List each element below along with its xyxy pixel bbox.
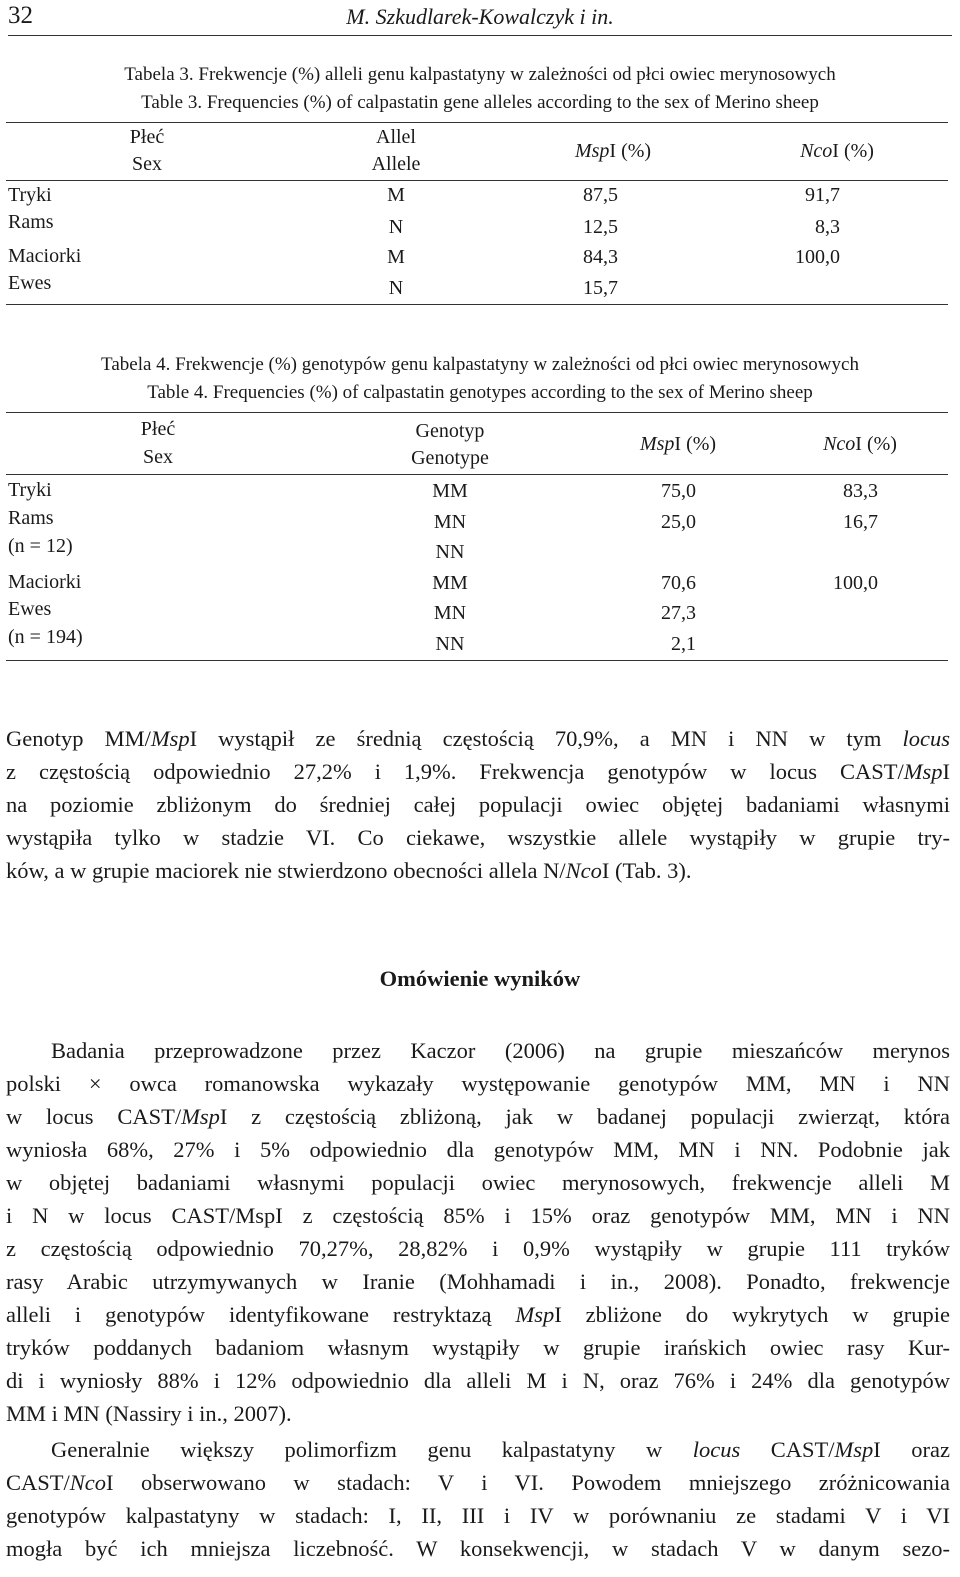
table3-row-allele: M bbox=[387, 184, 405, 206]
text-line: wyniosła 68%, 27% i 5% odpowiednio dla genotypów MM, MN i NN. Podobnie jak bbox=[6, 1137, 950, 1162]
table3-row-mspi: 15,7 bbox=[583, 277, 618, 299]
text-line: na poziomie zbliżonym do średniej całej populacji owiec objętej badaniami własnymi bbox=[6, 792, 950, 817]
italic-term: Msp bbox=[903, 759, 943, 784]
table4-caption-pl: Tabela 4. Frekwencje (%) genotypów genu kalpastatyny w zależności od płci owiec merynosowych bbox=[101, 354, 859, 375]
table3-row-mspi: 12,5 bbox=[583, 216, 618, 238]
table3-row-allele: N bbox=[388, 277, 404, 299]
table4-head-sex-pl: Płeć bbox=[140, 418, 176, 440]
table3-head-mspi: MspI (%) bbox=[574, 140, 652, 162]
table4-head-sex-en: Sex bbox=[143, 446, 173, 468]
table3-row-sex: Tryki bbox=[8, 184, 52, 206]
table4-caption-en: Table 4. Frequencies (%) of calpastatin genotypes according to the sex of Merino sheep bbox=[147, 382, 813, 403]
table4-top-rule bbox=[6, 412, 948, 413]
text-line: MM i MN (Nassiry i in., 2007). bbox=[6, 1401, 292, 1426]
text-line: mogła być ich mniejsza liczebność. W konsekwencji, w stadach V w danym sezo- bbox=[6, 1536, 950, 1561]
table3-row-ncoi: 100,0 bbox=[795, 246, 840, 268]
text-line: CAST/NcoI obserwowano w stadach: V i VI. Powodem mniejszego zróżnicowania bbox=[6, 1470, 950, 1495]
table3-row-sex: Ewes bbox=[8, 272, 52, 294]
table4-bottom-rule bbox=[6, 660, 948, 661]
italic-term: Nco bbox=[69, 1470, 107, 1495]
italic-term: Msp bbox=[834, 1437, 874, 1462]
text-line: Badania przeprowadzone przez Kaczor (2006) na grupie mieszańców merynos bbox=[6, 1038, 950, 1063]
table3-row-ncoi: 91,7 bbox=[805, 184, 840, 206]
header-rule bbox=[8, 35, 952, 36]
table3-head-ncoi: NcoI (%) bbox=[800, 140, 874, 162]
text-line: alleli i genotypów identyfikowane restryktazą MspI zbliżone do wykrytych w grupie bbox=[6, 1302, 950, 1327]
table4-group-label: Tryki bbox=[8, 479, 52, 501]
text-line: z częstością odpowiednio 70,27%, 28,82% i 0,9% wystąpiły w grupie 111 tryków bbox=[6, 1236, 950, 1261]
italic-term: Nco bbox=[565, 858, 602, 883]
text-line: rasy Arabic utrzymywanych w Iranie (Mohhamadi i in., 2008). Ponadto, frekwencje bbox=[6, 1269, 950, 1294]
table3-row-sex: Maciorki bbox=[8, 245, 82, 267]
text-line: Generalnie większy polimorfizm genu kalpastatyny w locus CAST/MspI oraz bbox=[6, 1437, 951, 1462]
text-line: w locus CAST/MspI z częstością zbliżoną, jak w badanej populacji zwierząt, która bbox=[6, 1104, 951, 1129]
table3-caption-en: Table 3. Frequencies (%) of calpastatin gene alleles according to the sex of Merino sheep bbox=[141, 92, 819, 113]
text-line: wystąpiła tylko w stadzie VI. Co ciekawe, wszystkie allele wystąpiły w grupie try- bbox=[6, 825, 950, 850]
table3-row-sex: Rams bbox=[8, 211, 54, 233]
table4-row-genotype: MM bbox=[432, 572, 468, 594]
table3-head-sex-en: Sex bbox=[132, 153, 162, 175]
text-line: polski × owca romanowska wykazały występowanie genotypów MM, MN i NN bbox=[6, 1071, 950, 1096]
table4-head-ncoi: NcoI (%) bbox=[823, 433, 897, 455]
table3-row-allele: M bbox=[387, 246, 405, 268]
text-line: tryków poddanych badaniom własnym wystąpiły w grupie irańskich owiec rasy Kur- bbox=[6, 1335, 950, 1360]
table4-row-ncoi: 100,0 bbox=[833, 572, 878, 594]
italic-term: Msp bbox=[515, 1302, 555, 1327]
running-header-authors: M. Szkudlarek-Kowalczyk i in. bbox=[346, 4, 614, 29]
table4-head-mspi: MspI (%) bbox=[639, 433, 717, 455]
table4-row-genotype: MN bbox=[433, 602, 467, 624]
table4-row-ncoi: 83,3 bbox=[843, 480, 878, 502]
table3-row-mspi: 84,3 bbox=[583, 246, 618, 268]
italic-term: locus bbox=[692, 1437, 741, 1462]
table4-group-label: (n = 12) bbox=[8, 535, 73, 557]
table4-row-mspi: 70,6 bbox=[661, 572, 696, 594]
table3-head-allele-pl: Allel bbox=[376, 126, 416, 148]
table4-row-mspi: 2,1 bbox=[671, 633, 696, 655]
text-line: genotypów kalpastatyny w stadach: I, II, III i IV w porównaniu ze stadami V i VI bbox=[6, 1503, 950, 1528]
text-line: di i wyniosły 88% i 12% odpowiednio dla alleli M i N, oraz 76% i 24% dla genotypów bbox=[6, 1368, 950, 1393]
italic-term: locus bbox=[902, 726, 950, 751]
text-line: ków, a w grupie maciorek nie stwierdzono obecności allela N/NcoI (Tab. 3). bbox=[6, 858, 692, 883]
page-number: 32 bbox=[8, 2, 33, 29]
table4-row-ncoi: 16,7 bbox=[843, 511, 878, 533]
table4-group-label: Rams bbox=[8, 507, 54, 529]
table4-row-mspi: 25,0 bbox=[661, 511, 696, 533]
table3-head-allele-en: Allele bbox=[371, 153, 421, 175]
table3-bottom-rule bbox=[6, 304, 948, 305]
text-line: z częstością odpowiednio 27,2% i 1,9%. Frekwencja genotypów w locus CAST/MspI bbox=[6, 759, 950, 784]
table4-row-genotype: NN bbox=[435, 633, 465, 655]
table4-row-genotype: MM bbox=[432, 480, 468, 502]
table4-group-label: Ewes bbox=[8, 598, 52, 620]
table4-row-mspi: 75,0 bbox=[661, 480, 696, 502]
table4-group-label: Maciorki bbox=[8, 571, 82, 593]
section-heading: Omówienie wyników bbox=[379, 966, 581, 991]
table3-row-mspi: 87,5 bbox=[583, 184, 618, 206]
table4-head-genotype-pl: Genotyp bbox=[415, 420, 485, 442]
table3-caption-pl: Tabela 3. Frekwencje (%) alleli genu kalpastatyny w zależności od płci owiec merynosowych bbox=[124, 64, 836, 85]
text-line: Genotyp MM/MspI wystąpił ze średnią częstością 70,9%, a MN i NN w tym locus bbox=[6, 726, 950, 751]
table3-head-sex-pl: Płeć bbox=[129, 126, 165, 148]
text-line: w objętej badaniami własnymi populacji owiec merynosowych, frekwencje alleli M bbox=[6, 1170, 950, 1195]
italic-term: Msp bbox=[150, 726, 190, 751]
table3-row-ncoi: 8,3 bbox=[815, 216, 840, 238]
table4-row-mspi: 27,3 bbox=[661, 602, 696, 624]
table3-top-rule bbox=[6, 122, 948, 123]
italic-term: Msp bbox=[181, 1104, 220, 1129]
table4-row-genotype: MN bbox=[433, 511, 467, 533]
table4-row-genotype: NN bbox=[435, 541, 465, 563]
table3-head-rule bbox=[6, 180, 948, 181]
table3-row-allele: N bbox=[388, 216, 404, 238]
text-line: i N w locus CAST/MspI z częstością 85% i 15% oraz genotypów MM, MN i NN bbox=[6, 1203, 950, 1228]
table4-head-rule bbox=[6, 474, 948, 475]
table4-head-genotype-en: Genotype bbox=[411, 447, 489, 469]
table4-group-label: (n = 194) bbox=[8, 626, 83, 648]
